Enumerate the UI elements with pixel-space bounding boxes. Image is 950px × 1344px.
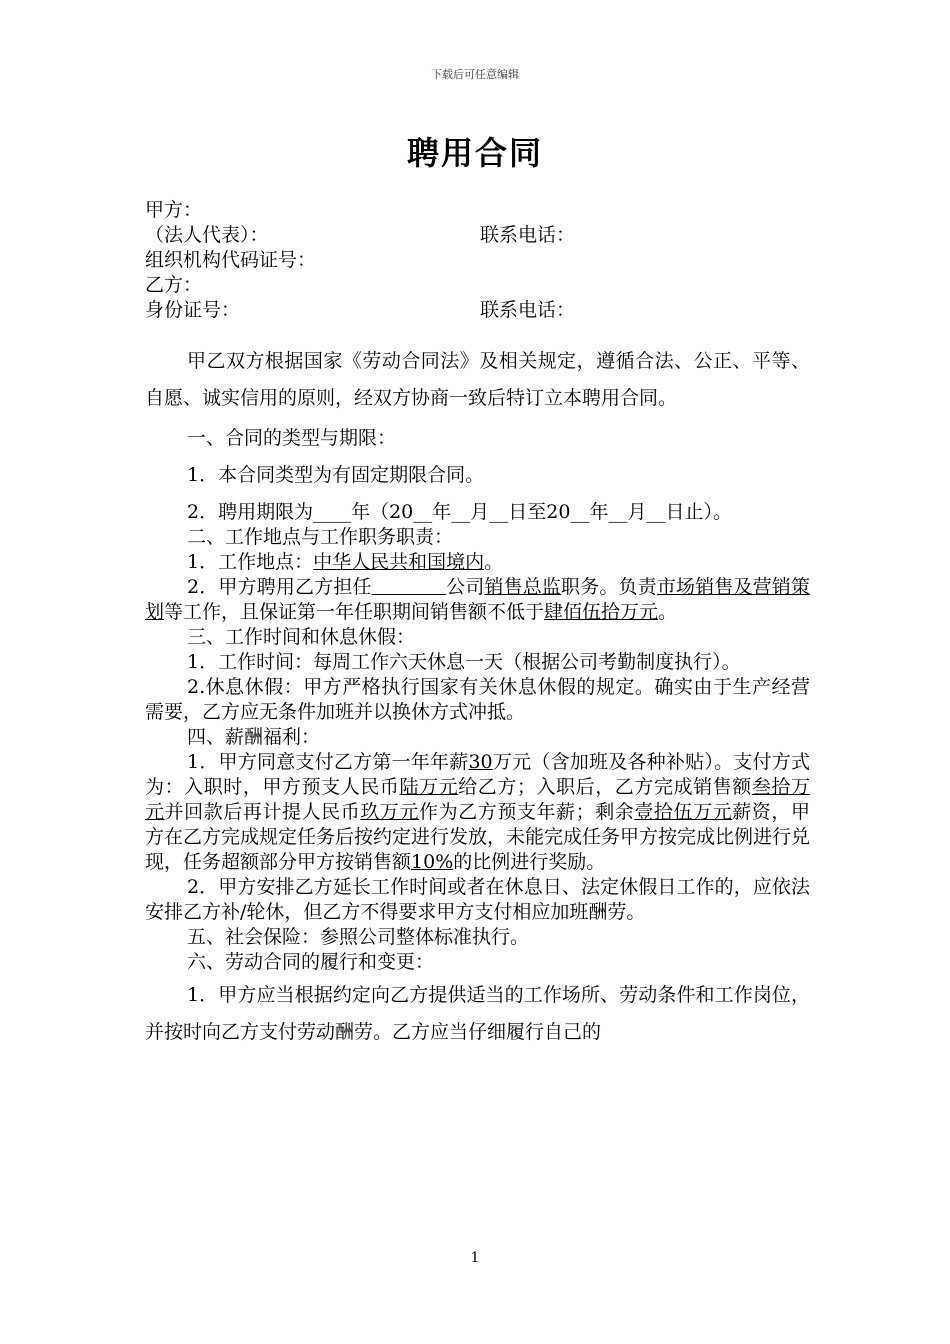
section-4-item-2: 2．甲方安排乙方延长工作时间或者在休息日、法定休假日工作的，应依法安排乙方补/轮休，但乙方不得要求甲方支付相应加班酬劳。 (145, 876, 810, 923)
salary-text-e: 作为乙方预支年薪；剩余 (419, 801, 635, 823)
intro-paragraph: 甲乙双方根据国家《劳动合同法》及相关规定，遵循合法、公正、平等、自愿、诚实信用的原则，经双方协商一致后特订立本聘用合同。 (145, 350, 810, 409)
party-a-phone-label: 联系电话： (480, 224, 576, 246)
section-2-item-1 (145, 550, 810, 575)
contract-body (145, 198, 810, 1051)
section-3-heading: 三、工作时间和休息休假： (187, 626, 416, 648)
position-text-c: 职务。负责 (561, 576, 657, 598)
id-row (145, 298, 810, 323)
position-text-b: 公司 (446, 576, 485, 598)
section-2-heading: 二、工作地点与工作职务职责： (187, 526, 454, 548)
org-code-label: 组织机构代码证号： (145, 249, 317, 271)
section-6-heading: 六、劳动合同的履行和变更： (187, 951, 435, 973)
salary-text-b: 万元（含加班及各种补贴）。支付方式为：入职时，甲方预支人民币 (145, 751, 810, 798)
advance-1-value: 陆万元 (399, 776, 459, 798)
section-6-item-1: 1．甲方应当根据约定向乙方提供适当的工作场所、劳动条件和工作岗位，并按时向乙方支付劳动酬劳。乙方应当仔细履行自己的 (145, 984, 810, 1043)
section-3-item-2: 2.休息休假：甲方严格执行国家有关休息休假的规定。确实由于生产经营需要，乙方应无条件加班并以换休方式冲抵。 (145, 676, 810, 723)
remaining-salary-value: 壹拾伍万元 (634, 801, 733, 823)
duty-value: 市场销售及营销策划 (145, 576, 810, 623)
salary-text-a: 1．甲方同意支付乙方第一年年薪 (187, 751, 469, 773)
section-1-heading: 一、合同的类型与期限： (187, 427, 397, 449)
legal-rep-label: （法人代表）： (145, 224, 269, 246)
sales-target-value: 肆佰伍拾万元 (544, 601, 659, 623)
annual-salary-value: 30 (468, 751, 493, 773)
parties-block (145, 198, 810, 323)
salary-text-d: 并回款后再计提人民币 (164, 801, 361, 823)
position-value: 销售总监 (484, 576, 562, 598)
salary-text-g: 的比例进行奖励。 (453, 851, 606, 873)
section-1-item-1: 1．本合同类型为有固定期限合同。 (187, 464, 485, 486)
work-place-value: 中华人民共和国境内 (313, 551, 485, 573)
section-1-item-2: 2．聘用期限为____年（20__年__月__日至20__年__月__日止）。 (187, 501, 732, 523)
bonus-rate-value: 10% (411, 851, 454, 873)
position-text-e: 。 (658, 601, 678, 623)
page-number: 1 (470, 1250, 480, 1266)
sales-threshold-value: 叁拾万元 (145, 776, 810, 823)
section-4-heading: 四、薪酬福利： (187, 726, 321, 748)
document-title: 聘用合同 (406, 134, 543, 172)
advance-2-value: 玖万元 (360, 801, 420, 823)
section-3-item-1: 1．工作时间：每周工作六天休息一天（根据公司考勤制度执行）。 (187, 651, 741, 673)
id-number-label: 身份证号： (145, 299, 241, 321)
legal-rep-row (145, 223, 810, 248)
position-text-a: 2．甲方聘用乙方担任 (187, 576, 372, 598)
party-b-phone-label: 联系电话： (480, 299, 576, 321)
header-note: 下载后可任意编辑 (431, 68, 519, 81)
company-blank (372, 576, 446, 598)
position-text-d: 等工作，且保证第一年任职期间销售额不低于 (164, 601, 545, 623)
work-place-label: 1．工作地点： (187, 551, 314, 573)
salary-text-c: 给乙方；入职后，乙方完成销售额 (458, 776, 752, 798)
party-b-label: 乙方： (145, 274, 203, 296)
section-5-heading: 五、社会保险：参照公司整体标准执行。 (187, 926, 530, 948)
party-a-label: 甲方： (145, 199, 203, 221)
work-place-suffix: 。 (484, 551, 504, 573)
section-4-item-1 (145, 750, 810, 875)
section-2-item-2 (145, 575, 810, 625)
salary-text-f: 薪资，甲方在乙方完成规定任务后按约定进行发放，未能完成任务甲方按完成比例进行兑现，任务超额部分甲方按销售额 (145, 801, 811, 873)
